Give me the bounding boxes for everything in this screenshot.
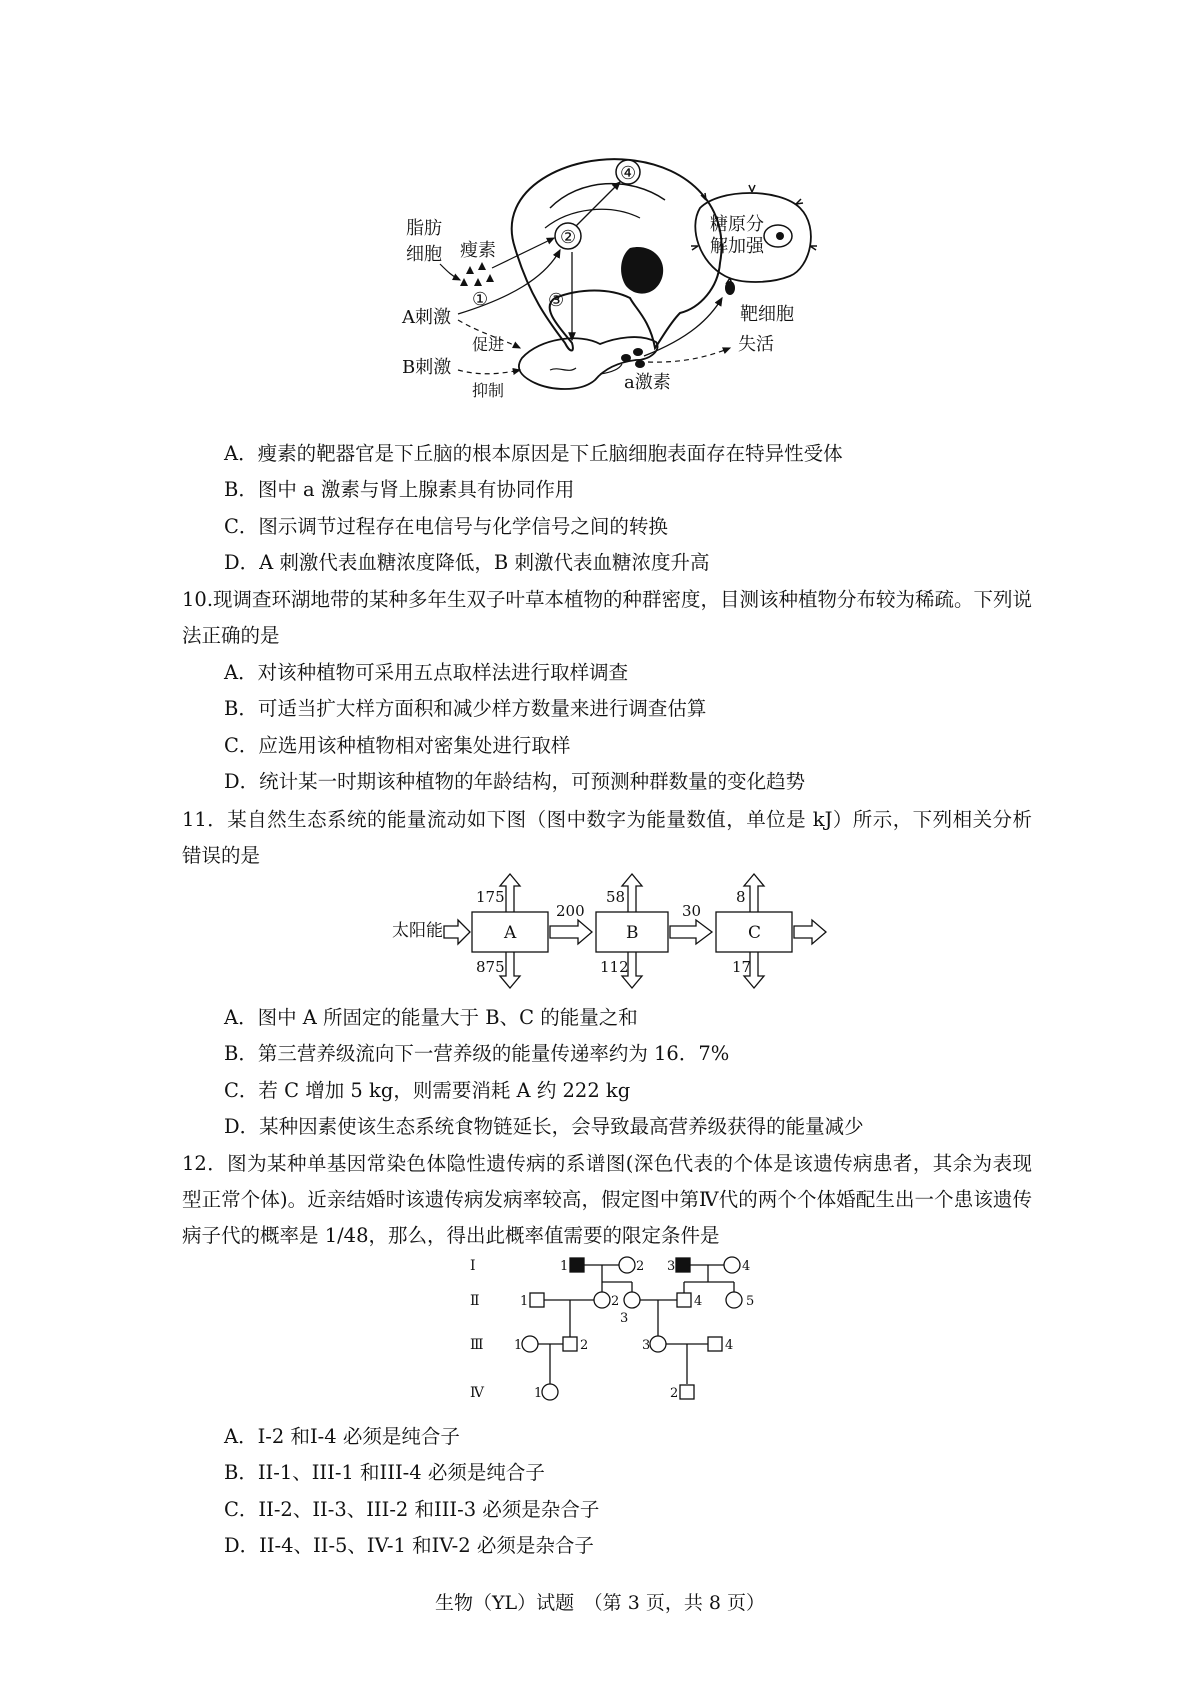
label-n2: ②: [560, 227, 577, 248]
label-fat-cell-2: 细胞: [406, 244, 442, 265]
q9-option-b: B．图中 a 激素与肾上腺素具有协同作用: [224, 478, 575, 501]
label-n3: ③: [548, 290, 565, 311]
id-iv-2: 2: [670, 1386, 679, 1401]
q10-stem: 10.现调查环湖地带的某种多年生双子叶草本植物的种群密度，目测该种植物分布较为稀疏。下列说法正确的是: [182, 588, 1033, 647]
label-promote: 促进: [472, 335, 505, 354]
label-n4: ④: [620, 163, 637, 184]
label-deactivate: 失活: [738, 334, 774, 355]
q11-option-a: A．图中 A 所固定的能量大于 B、C 的能量之和: [224, 1006, 638, 1029]
hormone-a-dots: [621, 348, 645, 368]
box-b: B: [626, 923, 639, 943]
hormone-regulation-figure: [400, 148, 850, 430]
q12-option-d: D．II-4、II-5、IV-1 和IV-2 必须是杂合子: [224, 1534, 594, 1557]
q10-option-b: B．可适当扩大样方面积和减少样方数量来进行调查估算: [224, 697, 707, 720]
id-ii-4: 4: [694, 1294, 703, 1309]
id-ii-2: 2: [611, 1294, 620, 1309]
label-glycogen-1: 糖原分: [710, 214, 764, 235]
bottom-value-c: 17: [732, 958, 752, 976]
id-iv-1: 1: [534, 1386, 543, 1401]
top-value-b: 58: [606, 888, 626, 906]
label-stimulus-a: A刺激: [402, 307, 451, 328]
id-ii-5: 5: [746, 1294, 755, 1309]
transfer-bc: 30: [682, 902, 702, 920]
label-leptin: 瘦素: [460, 240, 496, 261]
q11-option-c: C．若 C 增加 5 kg，则需要消耗 A 约 222 kg: [224, 1079, 631, 1102]
label-glycogen-2: 解加强: [710, 236, 764, 257]
energy-flow-diagram: [392, 872, 852, 990]
box-c: C: [748, 923, 762, 943]
id-iii-3: 3: [642, 1338, 651, 1353]
id-iii-2: 2: [580, 1338, 589, 1353]
label-source: 太阳能: [392, 921, 443, 941]
label-hormone-a: a激素: [624, 372, 671, 393]
label-target-cell: 靶细胞: [740, 304, 794, 325]
q11-stem: 11．某自然生态系统的能量流动如下图（图中数字为能量数值，单位是 kJ）所示，下列相关分析错误的是: [182, 808, 1032, 867]
q10-option-d: D．统计某一时期该种植物的年龄结构，可预测种群数量的变化趋势: [224, 770, 806, 793]
gen-label-3: Ⅲ: [470, 1337, 484, 1353]
id-ii-3: 3: [620, 1311, 629, 1326]
q11-option-d: D．某种因素使该生态系统食物链延长，会导致最高营养级获得的能量减少: [224, 1115, 864, 1138]
id-i-2: 2: [636, 1259, 645, 1274]
page-footer: 生物（YL）试题 （第 3 页，共 8 页）: [435, 1592, 765, 1614]
id-i-4: 4: [742, 1259, 751, 1274]
q10-option-a: A．对该种植物可采用五点取样法进行取样调查: [224, 661, 629, 684]
leptin-triangles: [460, 262, 494, 286]
label-stimulus-b: B刺激: [402, 357, 452, 378]
q12-stem: 12．图为某种单基因常染色体隐性遗传病的系谱图(深色代表的个体是该遗传病患者，其余为表现型正常个体)。近亲结婚时该遗传病发病率较高，假定图中第Ⅳ代的两个个体婚配生出一个患该遗传病子代的概率是 1/48，那么，得出此概率值需要的限定条件是: [182, 1152, 1032, 1247]
top-value-a: 175: [476, 888, 505, 906]
gen-label-4: Ⅳ: [470, 1385, 484, 1401]
id-ii-1: 1: [520, 1294, 529, 1309]
q10-option-c: C．应选用该种植物相对密集处进行取样: [224, 734, 571, 757]
label-fat-cell-1: 脂肪: [406, 218, 442, 239]
bottom-value-a: 875: [476, 958, 505, 976]
label-inhibit: 抑制: [472, 381, 505, 400]
transfer-ab: 200: [556, 902, 585, 920]
top-value-c: 8: [736, 888, 746, 906]
gen-label-2: Ⅱ: [470, 1293, 480, 1309]
q9-option-c: C．图示调节过程存在电信号与化学信号之间的转换: [224, 515, 668, 538]
q12-option-c: C．II-2、II-3、III-2 和III-3 必须是杂合子: [224, 1498, 600, 1521]
box-a: A: [504, 923, 517, 943]
q12-option-a: A．I-2 和I-4 必须是纯合子: [224, 1425, 460, 1448]
brain-outline: [512, 159, 722, 350]
q9-option-a: A．瘦素的靶器官是下丘脑的根本原因是下丘脑细胞表面存在特异性受体: [224, 442, 843, 465]
gen-label-1: Ⅰ: [470, 1258, 476, 1274]
id-iii-4: 4: [725, 1338, 734, 1353]
q12-option-b: B．II-1、III-1 和III-4 必须是纯合子: [224, 1461, 545, 1484]
pedigree-chart: [470, 1252, 770, 1412]
id-i-1: 1: [560, 1259, 569, 1274]
id-i-3: 3: [667, 1259, 676, 1274]
cerebellum: [621, 247, 663, 294]
q9-option-d: D．A 刺激代表血糖浓度降低，B 刺激代表血糖浓度升高: [224, 551, 710, 574]
id-iii-1: 1: [514, 1338, 523, 1353]
label-n1: ①: [472, 289, 489, 310]
q11-option-b: B．第三营养级流向下一营养级的能量传递率约为 16．7%: [224, 1042, 730, 1065]
bottom-value-b: 112: [600, 958, 629, 976]
